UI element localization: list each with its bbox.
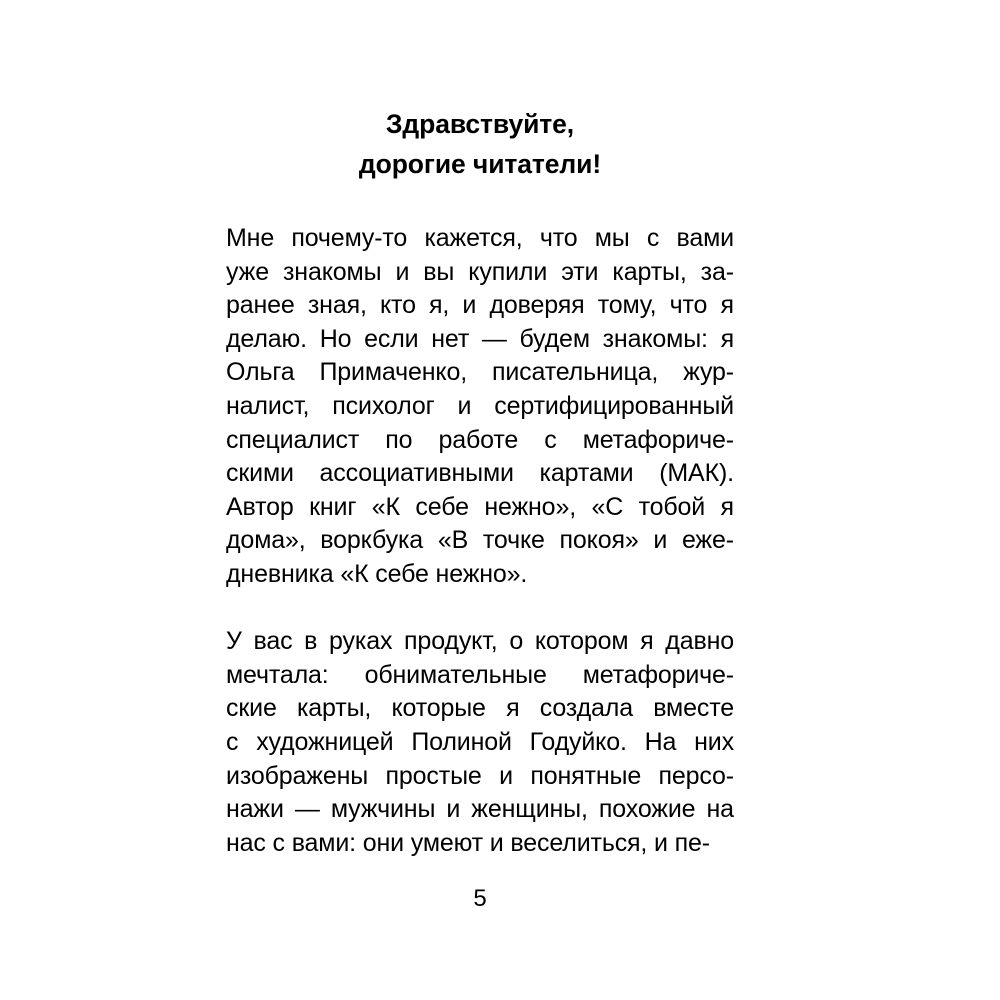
text-line: скими ассоциативными картами (МАК). <box>226 459 734 488</box>
text-line: специалист по работе с метафориче- <box>226 425 734 454</box>
page-number: 5 <box>473 885 487 912</box>
text-line: налист, психолог и сертифицированный <box>226 391 734 420</box>
text-line: нажи — мужчины и женщины, похожие на <box>226 795 734 824</box>
text-column <box>226 0 734 1000</box>
text-line: уже знакомы и вы купили эти карты, за- <box>226 257 734 286</box>
page-title <box>226 104 734 184</box>
text-line: мечтала: обнимательные метафориче- <box>226 660 734 689</box>
text-line: Ольга Примаченко, писательница, жур- <box>226 358 734 387</box>
text-line: изображены простые и понятные персо- <box>226 761 734 790</box>
text-line: ранее зная, кто я, и доверяя тому, что я <box>226 291 734 320</box>
text-line: с художницей Полиной Годуйко. На них <box>226 727 734 756</box>
paragraph-intro <box>226 222 734 592</box>
text-line: дневника «К себе нежно». <box>226 559 528 588</box>
text-line: делаю. Но если нет — будем знакомы: я <box>226 324 734 353</box>
page-title-line-2: дорогие читатели! <box>358 148 602 179</box>
paragraph-product <box>226 625 734 860</box>
body-copy <box>226 222 734 860</box>
text-line: ские карты, которые я создала вместе <box>226 694 734 723</box>
text-line: Мне почему-то кажется, что мы с вами <box>226 224 734 252</box>
text-line: У вас в руках продукт, о котором я давно <box>226 627 734 656</box>
page-title-line-1: Здравствуйте, <box>385 108 575 139</box>
text-line: Автор книг «К себе нежно», «С тобой я <box>226 492 734 521</box>
text-line: нас с вами: они умеют и веселиться, и пе- <box>226 828 710 857</box>
text-line: дома», воркбука «В точке покоя» и еже- <box>226 526 734 555</box>
